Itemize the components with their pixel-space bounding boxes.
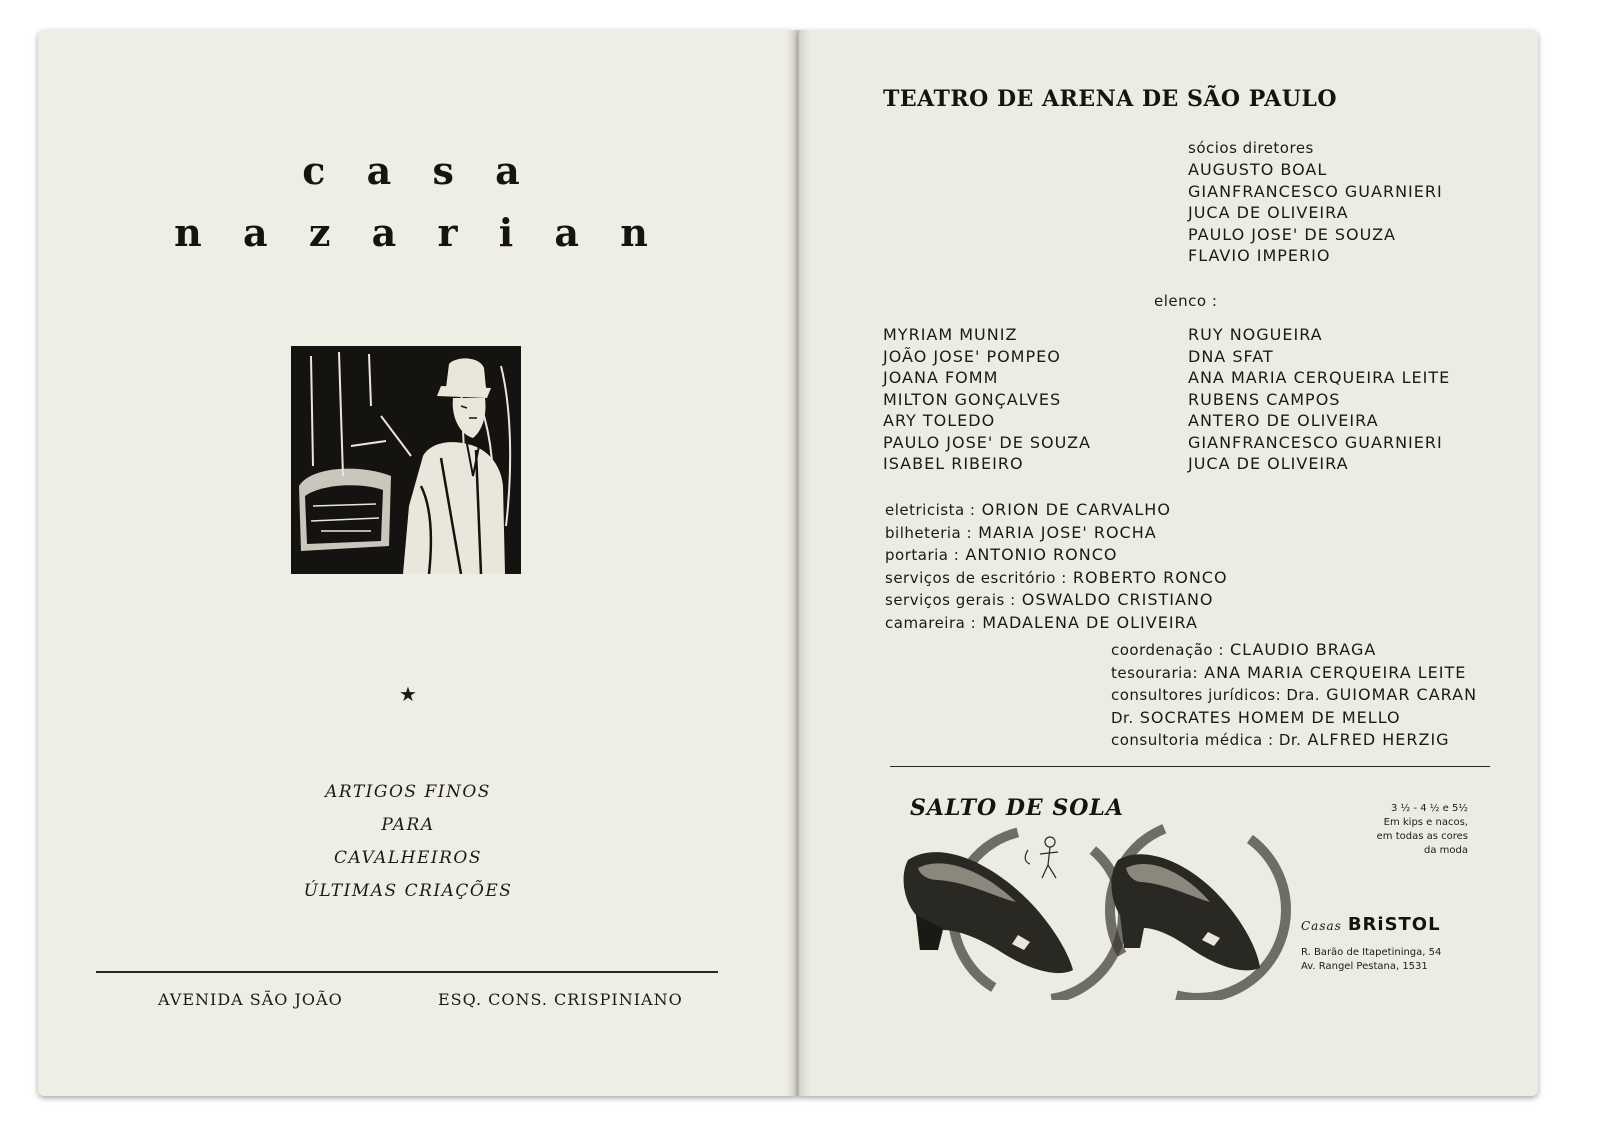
admin-role: consultoria médica : Dr.	[1111, 731, 1302, 749]
staff-name: ROBERTO RONCO	[1072, 567, 1228, 587]
staff-name: MADALENA DE OLIVEIRA	[982, 612, 1198, 632]
admin-name: ALFRED HERZIG	[1307, 730, 1450, 749]
list-item: ARY TOLEDO	[883, 411, 996, 430]
store-name: BRiSTOL	[1347, 914, 1441, 935]
slogan-line-4: ÚLTIMAS CRIAÇÕES	[303, 881, 513, 901]
star-ornament: ★	[399, 682, 417, 706]
admin-name: ANA MARIA CERQUEIRA LEITE	[1204, 662, 1467, 682]
list-item	[885, 589, 1228, 612]
list-item	[885, 544, 1228, 567]
list-item	[1111, 639, 1477, 662]
staff-role: camareira :	[885, 613, 977, 632]
list-item	[885, 612, 1228, 635]
admin-list	[1111, 639, 1477, 752]
slogan-line-2: PARA	[381, 815, 435, 835]
open-booklet	[38, 30, 1538, 1098]
list-item	[1111, 729, 1477, 752]
staff-name: MARIA JOSE' ROCHA	[978, 522, 1157, 542]
list-item: FLAVIO IMPERIO	[1188, 246, 1331, 265]
list-item	[1111, 684, 1477, 707]
list-item: ANTERO DE OLIVEIRA	[1188, 411, 1379, 430]
cast-list-left	[883, 324, 1091, 475]
slogan-line-3: CAVALHEIROS	[334, 848, 482, 868]
shoe-illustrations	[898, 820, 1298, 1004]
left-page-casa-nazarian	[38, 30, 798, 1096]
list-item: JOANA FOMM	[883, 368, 999, 387]
list-item: DNA SFAT	[1188, 346, 1274, 366]
list-item: MYRIAM MUNIZ	[883, 325, 1018, 344]
shoe-icon	[1111, 854, 1260, 970]
list-item: ISABEL RIBEIRO	[883, 454, 1024, 473]
list-item	[885, 522, 1228, 545]
woodcut-illustration	[291, 346, 521, 574]
list-item: PAULO JOSE' DE SOUZA	[1188, 224, 1396, 244]
list-item	[885, 567, 1228, 590]
ad-note	[1338, 802, 1468, 858]
staff-name: ANTONIO RONCO	[965, 545, 1118, 564]
brand-line-1: c a s a	[302, 148, 534, 193]
staff-name: ORION DE CARVALHO	[981, 500, 1171, 519]
shoe-icon	[904, 852, 1073, 973]
staff-role: portaria :	[885, 546, 960, 564]
ad-note-line: em todas as cores	[1376, 831, 1468, 842]
list-item: AUGUSTO BOAL	[1188, 160, 1328, 179]
directors-label: sócios diretores	[1188, 139, 1314, 157]
ad-note-line: Em kips e nacos,	[1383, 817, 1468, 828]
admin-role: tesouraria:	[1111, 663, 1199, 682]
staff-role: serviços gerais :	[885, 591, 1016, 609]
divider-rule	[96, 971, 718, 973]
admin-name: SOCRATES HOMEM DE MELLO	[1139, 707, 1401, 727]
list-item: MILTON GONÇALVES	[883, 389, 1062, 409]
list-item	[1111, 662, 1477, 685]
cast-label: elenco :	[1154, 292, 1218, 310]
ad-title: SALTO DE SOLA	[910, 795, 1124, 821]
store-prefix: Casas	[1301, 919, 1342, 933]
address-corner: ESQ. CONS. CRISPINIANO	[438, 990, 683, 1009]
list-item: PAULO JOSE' DE SOUZA	[883, 432, 1091, 452]
admin-name: CLAUDIO BRAGA	[1230, 640, 1377, 659]
admin-role: consultores jurídicos: Dra.	[1111, 686, 1321, 704]
store-address-line: Av. Rangel Pestana, 1531	[1301, 961, 1428, 972]
theatre-title: TEATRO DE ARENA DE SÃO PAULO	[883, 86, 1338, 112]
store-logo	[1301, 914, 1441, 935]
list-item: GIANFRANCESCO GUARNIERI	[1188, 181, 1443, 201]
list-item: JUCA DE OLIVEIRA	[1188, 203, 1349, 222]
ad-note-line: 3 ½ - 4 ½ e 5½	[1391, 803, 1468, 814]
list-item: RUY NOGUEIRA	[1188, 325, 1323, 344]
cast-list-right	[1188, 324, 1450, 475]
address-street: AVENIDA SÃO JOÃO	[158, 990, 343, 1009]
list-item: JOÃO JOSE' POMPEO	[883, 346, 1061, 366]
list-item: JUCA DE OLIVEIRA	[1188, 454, 1349, 473]
store-address	[1301, 946, 1441, 974]
list-item	[1111, 707, 1477, 730]
staff-list	[885, 499, 1228, 634]
staff-name: OSWALDO CRISTIANO	[1021, 590, 1214, 609]
staff-role: bilheteria :	[885, 523, 973, 542]
list-item: RUBENS CAMPOS	[1188, 389, 1341, 409]
admin-name: GUIOMAR CARAN	[1326, 685, 1478, 704]
list-item: GIANFRANCESCO GUARNIERI	[1188, 432, 1443, 452]
ad-note-line: da moda	[1424, 845, 1468, 856]
directors-list	[1188, 159, 1443, 267]
list-item	[885, 499, 1228, 522]
admin-role: coordenação :	[1111, 641, 1224, 659]
admin-role: Dr.	[1111, 708, 1134, 727]
staff-role: eletricista :	[885, 501, 976, 519]
divider-rule	[890, 766, 1490, 767]
list-item: ANA MARIA CERQUEIRA LEITE	[1188, 368, 1451, 387]
brand-line-2: n a z a r i a n	[174, 210, 662, 255]
staff-role: serviços de escritório :	[885, 568, 1067, 587]
slogan-line-1: ARTIGOS FINOS	[325, 782, 491, 802]
store-address-line: R. Barão de Itapetininga, 54	[1301, 947, 1442, 958]
right-page-teatro-de-arena	[798, 30, 1538, 1096]
